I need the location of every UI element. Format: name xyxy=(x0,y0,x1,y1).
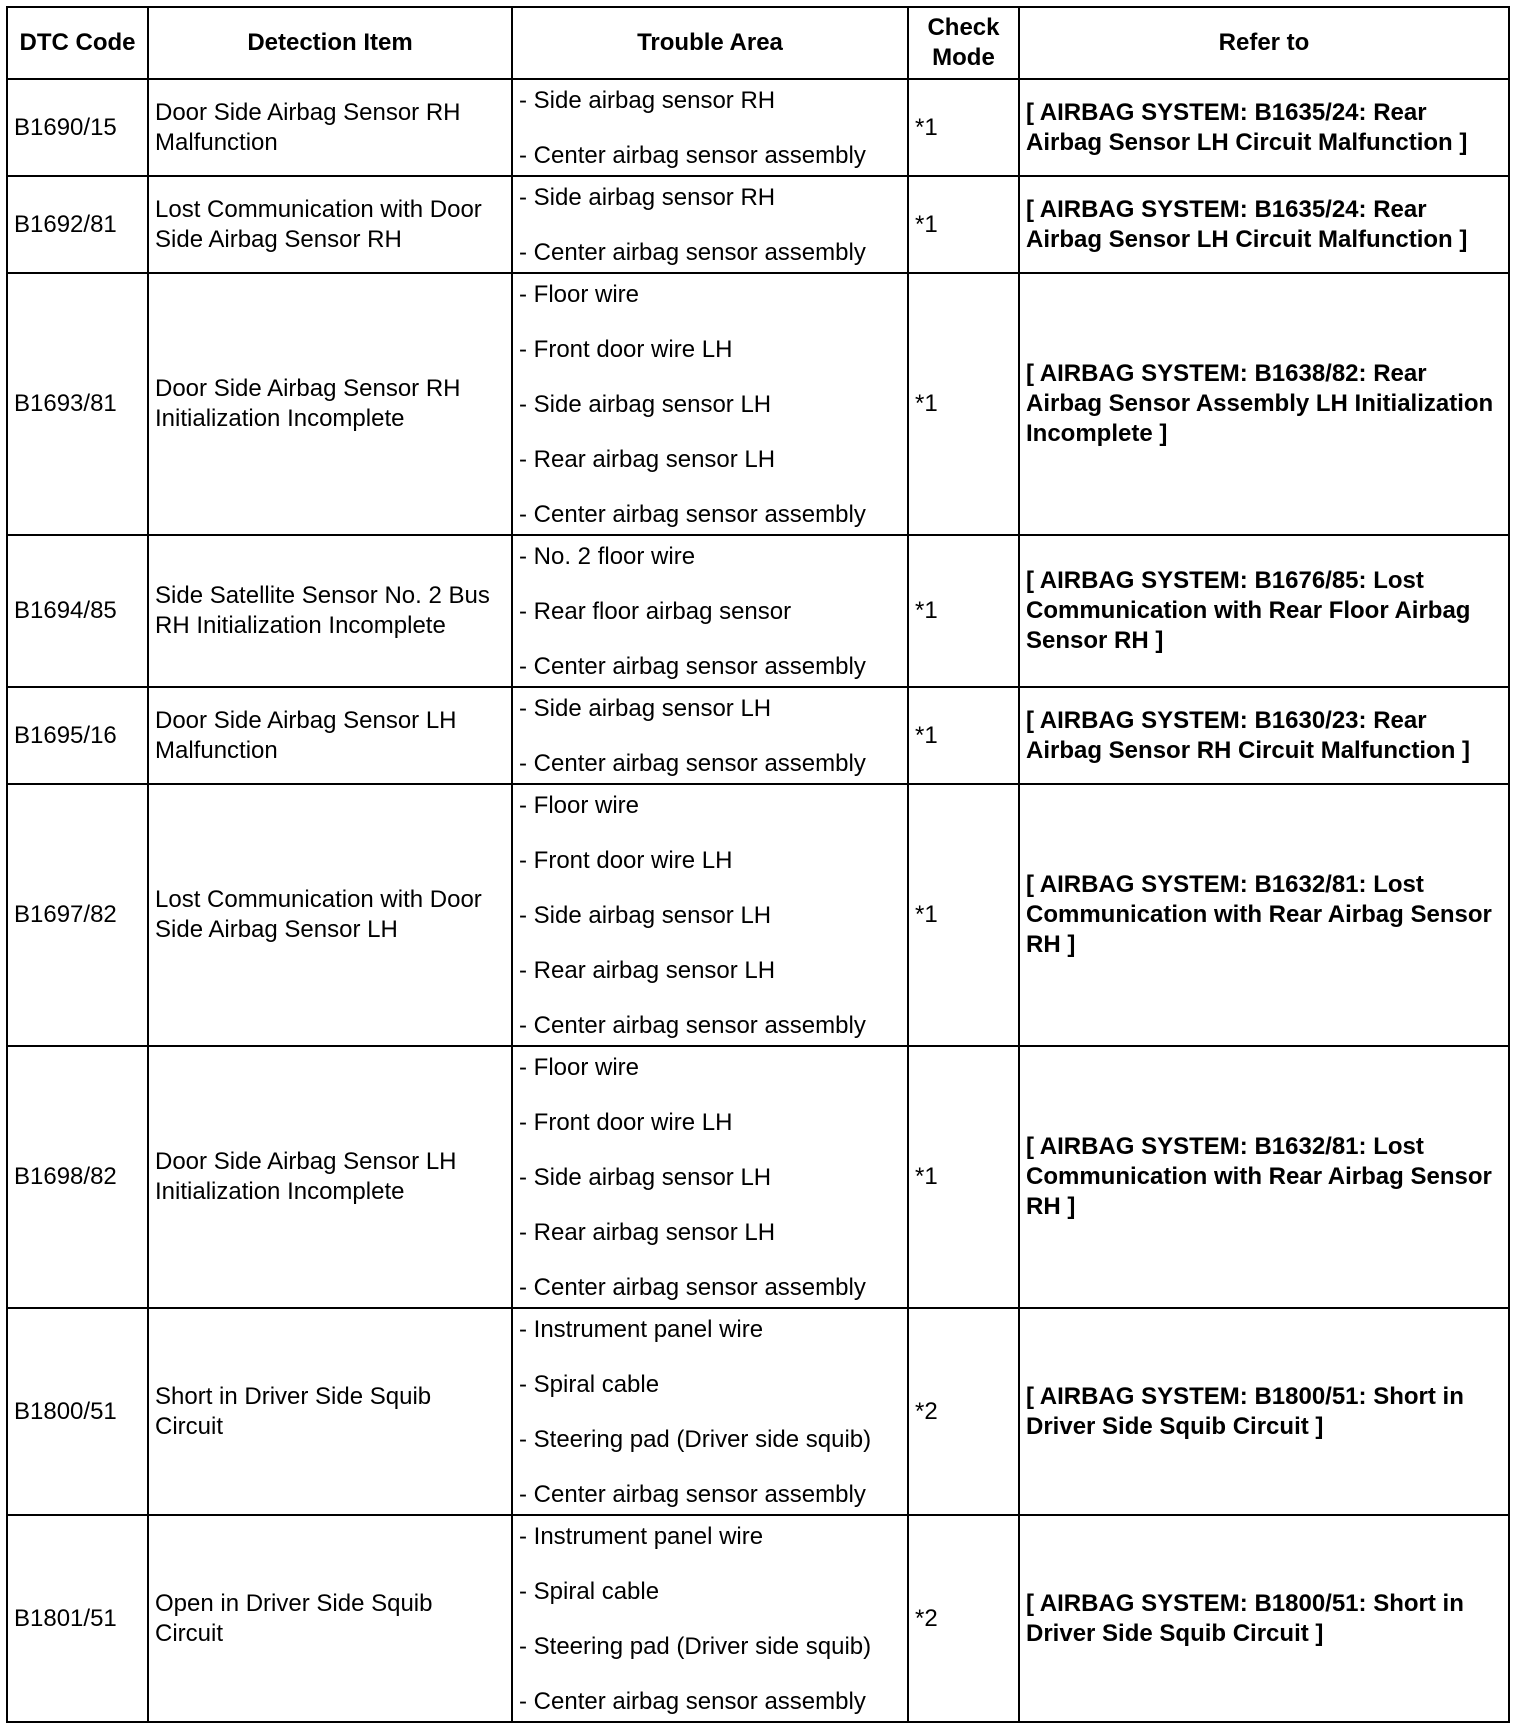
header-row xyxy=(7,7,1509,79)
trouble-area-item: - Front door wire LH xyxy=(519,336,733,363)
table-body xyxy=(7,79,1509,1722)
header-dtc-code: DTC Code xyxy=(7,7,148,79)
trouble-area-cell xyxy=(512,273,908,535)
trouble-area-item: - Rear airbag sensor LH xyxy=(519,957,776,984)
table-row xyxy=(7,273,1509,535)
refer-to-link[interactable]: [ AIRBAG SYSTEM: B1638/82: Rear Airbag Sensor Assembly LH Initialization Incomplete ] xyxy=(1019,273,1509,535)
trouble-area-item: - Side airbag sensor LH xyxy=(519,695,772,722)
check-mode-cell: *1 xyxy=(908,784,1019,1046)
trouble-area-cell xyxy=(512,535,908,687)
table-row xyxy=(7,784,1509,1046)
trouble-area-list xyxy=(519,536,901,686)
refer-to-link[interactable]: [ AIRBAG SYSTEM: B1800/51: Short in Driver Side Squib Circuit ] xyxy=(1019,1515,1509,1722)
refer-to-link[interactable]: [ AIRBAG SYSTEM: B1632/81: Lost Communication with Rear Airbag Sensor RH ] xyxy=(1019,1046,1509,1308)
table-row xyxy=(7,535,1509,687)
trouble-area-cell xyxy=(512,1046,908,1308)
table-row xyxy=(7,1046,1509,1308)
refer-to-link[interactable]: [ AIRBAG SYSTEM: B1630/23: Rear Airbag Sensor RH Circuit Malfunction ] xyxy=(1019,687,1509,784)
trouble-area-item: - Floor wire xyxy=(519,792,640,819)
refer-to-link[interactable]: [ AIRBAG SYSTEM: B1635/24: Rear Airbag Sensor LH Circuit Malfunction ] xyxy=(1019,176,1509,273)
dtc-code-cell: B1697/82 xyxy=(7,784,148,1046)
header-detection-item: Detection Item xyxy=(148,7,512,79)
trouble-area-item: - Center airbag sensor assembly xyxy=(519,1012,866,1039)
trouble-area-cell xyxy=(512,687,908,784)
trouble-area-cell xyxy=(512,1515,908,1722)
detection-item-cell: Lost Communication with Door Side Airbag Sensor LH xyxy=(148,784,512,1046)
trouble-area-item: - Steering pad (Driver side squib) xyxy=(519,1426,872,1453)
dtc-code-cell: B1800/51 xyxy=(7,1308,148,1515)
trouble-area-cell xyxy=(512,784,908,1046)
trouble-area-list xyxy=(519,80,901,175)
trouble-area-item: - Instrument panel wire xyxy=(519,1316,764,1343)
dtc-table xyxy=(6,6,1510,1723)
detection-item-cell: Lost Communication with Door Side Airbag Sensor RH xyxy=(148,176,512,273)
trouble-area-list xyxy=(519,1309,901,1514)
check-mode-cell: *1 xyxy=(908,535,1019,687)
check-mode-cell: *1 xyxy=(908,687,1019,784)
trouble-area-list xyxy=(519,1047,901,1307)
dtc-code-cell: B1801/51 xyxy=(7,1515,148,1722)
trouble-area-item: - Rear airbag sensor LH xyxy=(519,446,776,473)
table-row xyxy=(7,79,1509,176)
refer-to-link[interactable]: [ AIRBAG SYSTEM: B1800/51: Short in Driver Side Squib Circuit ] xyxy=(1019,1308,1509,1515)
header-refer-to: Refer to xyxy=(1019,7,1509,79)
trouble-area-item: - Rear airbag sensor LH xyxy=(519,1219,776,1246)
check-mode-cell: *1 xyxy=(908,79,1019,176)
trouble-area-item: - Center airbag sensor assembly xyxy=(519,653,866,680)
trouble-area-item: - Front door wire LH xyxy=(519,847,733,874)
dtc-code-cell: B1690/15 xyxy=(7,79,148,176)
detection-item-cell: Door Side Airbag Sensor LH Malfunction xyxy=(148,687,512,784)
trouble-area-cell xyxy=(512,1308,908,1515)
trouble-area-item: - Center airbag sensor assembly xyxy=(519,1688,866,1715)
trouble-area-cell xyxy=(512,79,908,176)
trouble-area-item: - Spiral cable xyxy=(519,1578,660,1605)
dtc-code-cell: B1693/81 xyxy=(7,273,148,535)
trouble-area-item: - Steering pad (Driver side squib) xyxy=(519,1633,872,1660)
trouble-area-item: - Side airbag sensor RH xyxy=(519,87,776,114)
table-row xyxy=(7,687,1509,784)
trouble-area-item: - Side airbag sensor RH xyxy=(519,184,776,211)
check-mode-cell: *1 xyxy=(908,273,1019,535)
detection-item-cell: Door Side Airbag Sensor RH Initialization Incomplete xyxy=(148,273,512,535)
header-trouble-area: Trouble Area xyxy=(512,7,908,79)
trouble-area-item: - No. 2 floor wire xyxy=(519,543,696,570)
trouble-area-cell xyxy=(512,176,908,273)
trouble-area-item: - Spiral cable xyxy=(519,1371,660,1398)
trouble-area-item: - Side airbag sensor LH xyxy=(519,391,772,418)
dtc-code-cell: B1698/82 xyxy=(7,1046,148,1308)
header-check-mode xyxy=(908,7,1019,79)
refer-to-link[interactable]: [ AIRBAG SYSTEM: B1632/81: Lost Communication with Rear Airbag Sensor RH ] xyxy=(1019,784,1509,1046)
dtc-code-cell: B1694/85 xyxy=(7,535,148,687)
trouble-area-item: - Side airbag sensor LH xyxy=(519,1164,772,1191)
dtc-code-cell: B1692/81 xyxy=(7,176,148,273)
trouble-area-list xyxy=(519,177,901,272)
table-row xyxy=(7,176,1509,273)
refer-to-link[interactable]: [ AIRBAG SYSTEM: B1676/85: Lost Communication with Rear Floor Airbag Sensor RH ] xyxy=(1019,535,1509,687)
refer-to-link[interactable]: [ AIRBAG SYSTEM: B1635/24: Rear Airbag Sensor LH Circuit Malfunction ] xyxy=(1019,79,1509,176)
detection-item-cell: Door Side Airbag Sensor RH Malfunction xyxy=(148,79,512,176)
trouble-area-item: - Center airbag sensor assembly xyxy=(519,1481,866,1508)
trouble-area-item: - Center airbag sensor assembly xyxy=(519,1274,866,1301)
trouble-area-item: - Front door wire LH xyxy=(519,1109,733,1136)
check-mode-cell: *2 xyxy=(908,1308,1019,1515)
header-check-mode-line1: Check xyxy=(927,14,1000,41)
trouble-area-item: - Floor wire xyxy=(519,281,640,308)
detection-item-cell: Side Satellite Sensor No. 2 Bus RH Initialization Incomplete xyxy=(148,535,512,687)
trouble-area-list xyxy=(519,1516,901,1721)
trouble-area-item: - Side airbag sensor LH xyxy=(519,902,772,929)
check-mode-cell: *2 xyxy=(908,1515,1019,1722)
trouble-area-item: - Center airbag sensor assembly xyxy=(519,501,866,528)
trouble-area-item: - Rear floor airbag sensor xyxy=(519,598,792,625)
table-row xyxy=(7,1308,1509,1515)
detection-item-cell: Short in Driver Side Squib Circuit xyxy=(148,1308,512,1515)
trouble-area-item: - Center airbag sensor assembly xyxy=(519,142,866,169)
trouble-area-list xyxy=(519,785,901,1045)
trouble-area-item: - Floor wire xyxy=(519,1054,640,1081)
trouble-area-item: - Center airbag sensor assembly xyxy=(519,750,866,777)
table-row xyxy=(7,1515,1509,1722)
dtc-code-cell: B1695/16 xyxy=(7,687,148,784)
header-check-mode-line2: Mode xyxy=(932,44,995,71)
check-mode-cell: *1 xyxy=(908,1046,1019,1308)
check-mode-cell: *1 xyxy=(908,176,1019,273)
trouble-area-list xyxy=(519,688,901,783)
detection-item-cell: Open in Driver Side Squib Circuit xyxy=(148,1515,512,1722)
trouble-area-item: - Center airbag sensor assembly xyxy=(519,239,866,266)
trouble-area-list xyxy=(519,274,901,534)
trouble-area-item: - Instrument panel wire xyxy=(519,1523,764,1550)
detection-item-cell: Door Side Airbag Sensor LH Initialization Incomplete xyxy=(148,1046,512,1308)
